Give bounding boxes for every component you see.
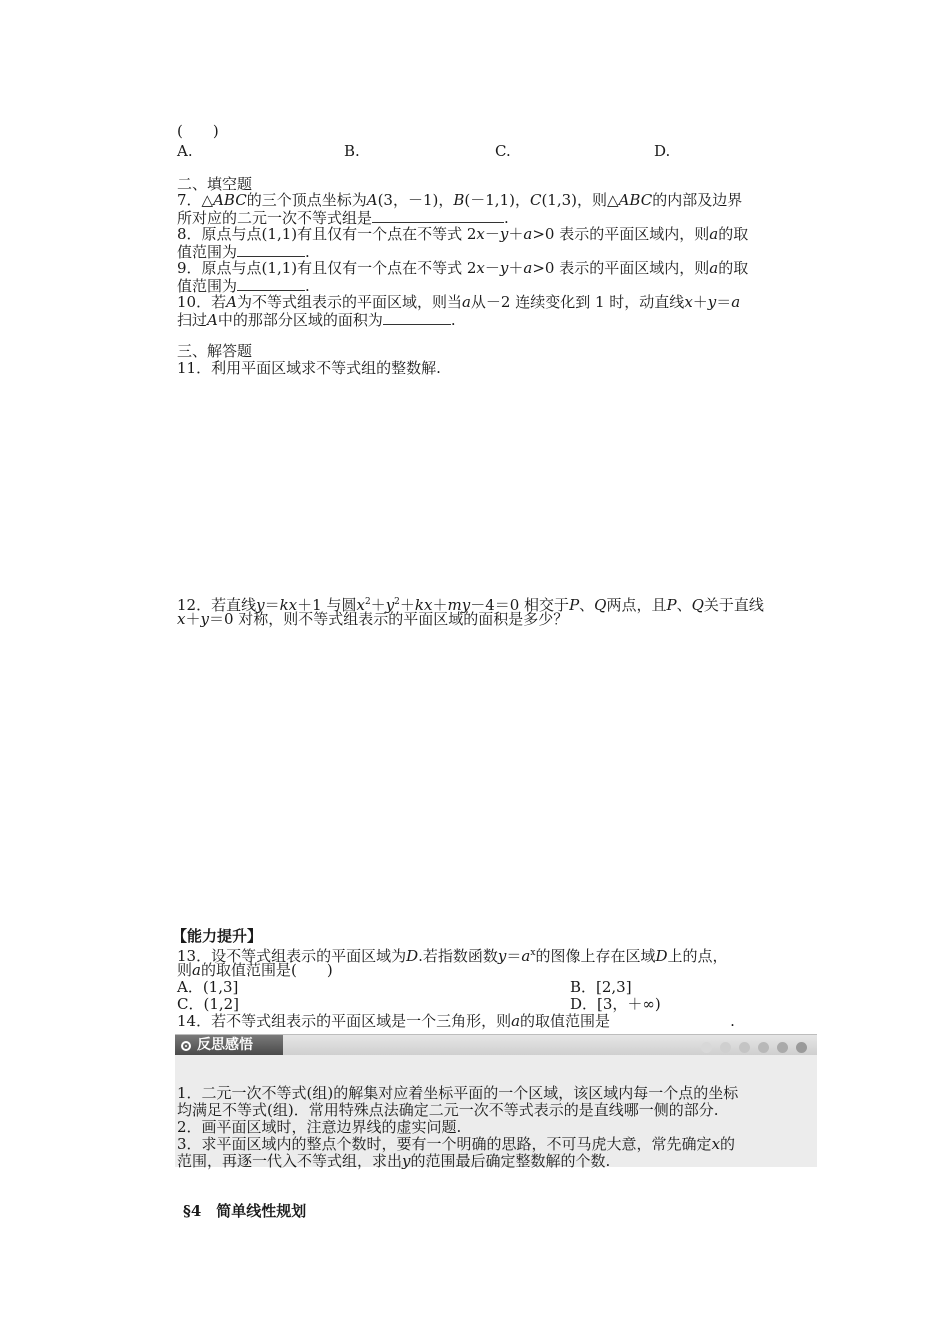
- q10-blank[interactable]: [383, 311, 451, 325]
- q14: 14．若不等式组表示的平面区域是一个三角形，则a的取值范围是 .: [177, 1012, 735, 1030]
- reflect-line-5: 范围，再逐一代入不等式组，求出y的范围最后确定整数解的个数.: [177, 1152, 611, 1170]
- ability-title: 【能力提升】: [172, 927, 263, 945]
- reflect-line-4: 3．求平面区域内的整点个数时，要有一个明确的思路，不可马虎大意，常先确定x的: [177, 1135, 736, 1153]
- q13-option-a: A．(1,3]: [177, 978, 239, 996]
- dot-icon: [777, 1042, 788, 1053]
- q9-blank[interactable]: [237, 277, 305, 291]
- option-a: A.: [177, 142, 193, 160]
- q8-line2: 值范围为 .: [177, 243, 310, 261]
- answer-paren: ( ): [177, 122, 219, 140]
- q9-line2: 值范围为 .: [177, 277, 310, 295]
- q13-option-d: D．[3，＋∞): [570, 995, 661, 1013]
- q9-line1: 9．原点与点(1,1)有且仅有一个点在不等式 2x－y＋a>0 表示的平面区域内，则a的取: [177, 259, 749, 277]
- dot-icon: [701, 1042, 712, 1053]
- solve-section-title: 三、解答题: [177, 342, 253, 360]
- q13-option-c: C．(1,2]: [177, 995, 240, 1013]
- target-circle-icon: [181, 1041, 191, 1051]
- q13-line1: 13．设不等式组表示的平面区域为D.若指数函数$y=a^x$的图像上存在区域D上的点，: [177, 947, 728, 965]
- dot-icon: [739, 1042, 750, 1053]
- dot-icon: [796, 1042, 807, 1053]
- q10-line2: 扫过A中的那部分区域的面积为 .: [177, 311, 456, 329]
- reflect-header-bar: [175, 1034, 817, 1055]
- reflect-line-2: 均满足不等式(组)．常用特殊点法确定二元一次不等式表示的是直线哪一侧的部分.: [177, 1101, 719, 1119]
- option-c: C.: [495, 142, 511, 160]
- q8-blank[interactable]: [237, 243, 305, 257]
- dot-icon: [720, 1042, 731, 1053]
- q7-line2: 所对应的二元一次不等式组是 .: [177, 209, 509, 227]
- reflect-tab-label: 反思感悟: [197, 1037, 253, 1053]
- q13-line2: 则a的取值范围是( ): [177, 961, 333, 979]
- q7-blank[interactable]: [372, 209, 504, 223]
- reflect-tab: [175, 1035, 283, 1055]
- q7-line1: 7．△ABC的三个顶点坐标为A(3，－1)，B(－1,1)，C(1,3)，则△ABC的内部及边界: [177, 191, 743, 209]
- q12-line1: 12．若直线y＝kx＋1 与圆$x^2+y^2+kx+my-4=0$ 相交于P、Q两点，且P、Q关于直线: [177, 596, 764, 614]
- q13-option-b: B．[2,3]: [570, 978, 632, 996]
- fill-section-title: 二、填空题: [177, 175, 253, 193]
- reflect-line-3: 2．画平面区域时，注意边界线的虚实问题.: [177, 1118, 462, 1136]
- reflect-line-1: 1．二元一次不等式(组)的解集对应着坐标平面的一个区域，该区域内每一个点的坐标: [177, 1084, 739, 1102]
- option-b: B.: [344, 142, 360, 160]
- q10-line1: 10．若A为不等式组表示的平面区域，则当a从－2 连续变化到 1 时，动直线x＋y＝a: [177, 293, 741, 311]
- dot-icon: [758, 1042, 769, 1053]
- q8-line1: 8．原点与点(1,1)有且仅有一个点在不等式 2x－y＋a>0 表示的平面区域内，则a的取: [177, 225, 749, 243]
- q12-line2: x＋y＝0 对称，则不等式组表示的平面区域的面积是多少？: [177, 610, 569, 628]
- q11: 11．利用平面区域求不等式组的整数解.: [177, 359, 441, 377]
- option-d: D.: [654, 142, 671, 160]
- chapter-title: §4 简单线性规划: [183, 1202, 307, 1220]
